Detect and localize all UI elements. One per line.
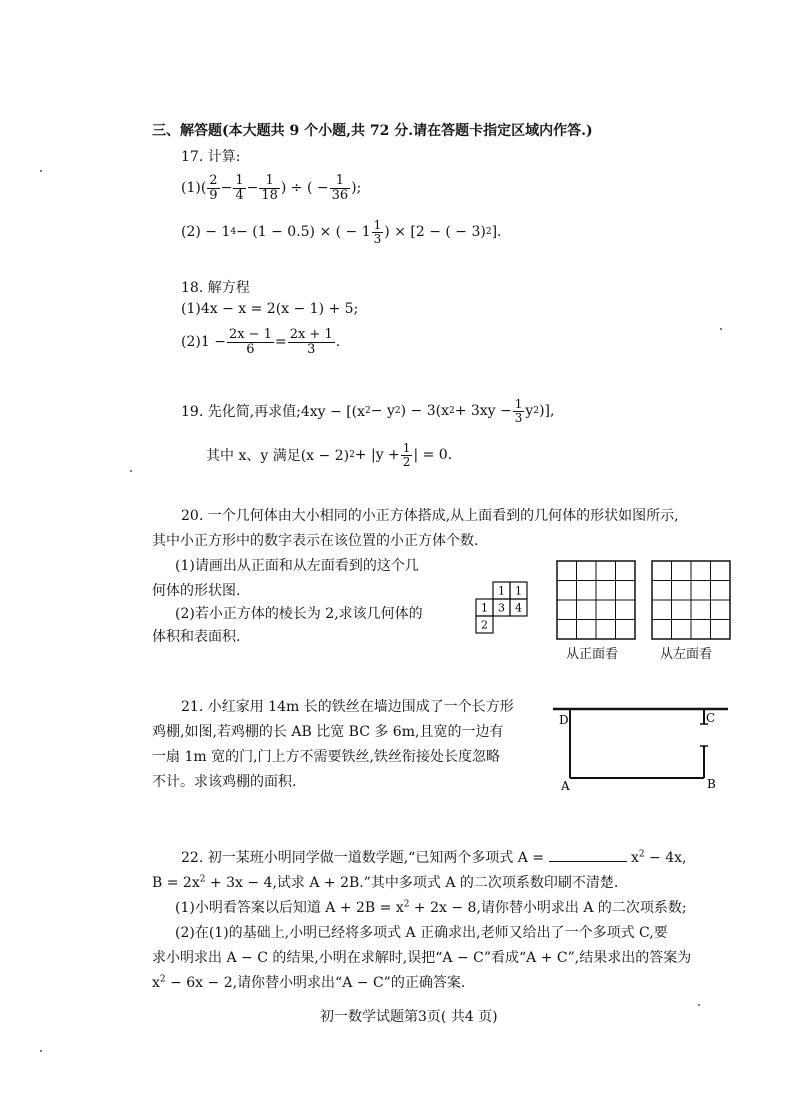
fraction: $\frac{1}{4}$	[235, 172, 244, 203]
q21-line1: 21. 小红家用 14m 长的铁丝在墙边围成了一个长方形	[181, 699, 514, 715]
operator: −	[246, 180, 259, 196]
scan-speck	[130, 470, 132, 472]
text: B = 2x	[152, 875, 200, 891]
exponent: 2	[403, 899, 410, 910]
expr-text: | = 0.	[413, 447, 453, 463]
front-view-caption: 从正面看	[566, 647, 619, 662]
q17-title: 17. 计算:	[181, 149, 241, 165]
operator: );	[351, 180, 362, 196]
q17-p1-label: (1)(	[181, 180, 207, 196]
label-a: A	[561, 779, 570, 793]
q18-part2	[181, 322, 340, 362]
exponent: 2	[448, 406, 455, 416]
fraction: $\frac{1}{3}$	[514, 396, 523, 425]
top-view-count: 1	[481, 601, 488, 615]
q20-part2-b: 体积和表面积.	[152, 629, 241, 645]
exponent: 2	[199, 874, 206, 885]
text: x	[152, 975, 160, 991]
q17-part2	[181, 214, 502, 250]
expr-text: 19. 先化简,再求值;4xy − [(x	[181, 404, 366, 420]
q20-line1: 20. 一个几何体由大小相同的小正方体搭成,从上面看到的几何体的形状如图所示,	[181, 508, 679, 524]
q22-line1	[181, 847, 687, 867]
expr-text: ].	[491, 224, 502, 240]
q18-title: 18. 解方程	[181, 280, 250, 296]
q22-line5: 求小明求出 A − C 的结果,小明在求解时,误把“A − C”看成“A + C”,结果求出的答案为	[152, 950, 692, 966]
text: + 3x − 4,试求 A + 2B.”其中多项式 A 的二次项系数印刷不清楚.	[205, 875, 619, 891]
text: (1)小明看答案以后知道 A + 2B = x	[175, 900, 404, 916]
fraction: $\frac{1}{18}$	[261, 172, 278, 203]
fraction: $\frac{2x - 1}{6}$	[228, 326, 272, 357]
top-view-count: 3	[498, 601, 505, 615]
text: x	[626, 850, 639, 866]
label-d: D	[559, 713, 569, 727]
label-b: B	[707, 777, 716, 791]
exponent: 2	[485, 227, 492, 237]
operator: −	[220, 180, 233, 196]
exponent: 2	[394, 406, 401, 416]
fraction: $\frac{1}{36}$	[331, 172, 349, 203]
front-view-grid	[556, 560, 636, 640]
left-view-grid	[651, 560, 731, 640]
text: − 6x − 2,请你替小明求出“A − C”的正确答案.	[165, 975, 466, 991]
expr-text: ) × [2 − ( − 3)	[384, 224, 486, 240]
exponent: 2	[349, 450, 355, 460]
top-view-count: 2	[481, 618, 488, 632]
q20-part1-a: (1)请画出从正面和从左面看到的这个几	[175, 558, 419, 574]
expr-text: + |y +	[354, 447, 400, 463]
fraction: $\frac{2x + 1}{3}$	[289, 326, 333, 357]
operator: ) ÷ ( −	[280, 180, 329, 196]
q22-line4: (2)在(1)的基础上,小明已经将多项式 A 正确求出,老师又给出了一个多项式 C,要	[175, 925, 668, 941]
expr-text: − (1 − 0.5) × ( − 1	[236, 224, 371, 240]
blank-line	[549, 849, 627, 862]
q19-condition	[206, 436, 452, 474]
q17-part1	[181, 168, 361, 208]
fraction: $\frac{1}{3}$	[373, 217, 382, 246]
scan-speck	[698, 1004, 700, 1006]
q22-line2	[152, 872, 618, 892]
top-view-figure	[474, 580, 538, 634]
exponent: 2	[533, 406, 540, 416]
top-view-count: 1	[515, 584, 522, 598]
expr-text: ) − 3(x	[400, 403, 449, 419]
exponent: 4	[230, 227, 237, 237]
page-footer: 初一数学试题第3页( 共4 页)	[320, 1009, 498, 1025]
scan-speck	[720, 328, 722, 330]
top-view-count: 4	[515, 601, 522, 615]
exponent: 2	[159, 974, 166, 985]
section-header: 三、解答题(本大题共 9 个小题,共 72 分.请在答题卡指定区域内作答.)	[152, 123, 593, 139]
expr-text: (2)1 −	[181, 334, 226, 350]
text: + 2x − 8,请你替小明求出 A 的二次项系数;	[409, 900, 687, 916]
expr-text: )],	[539, 403, 555, 419]
expr-text: y	[525, 403, 534, 419]
q21-line2: 鸡棚,如图,若鸡棚的长 AB 比宽 BC 多 6m,且宽的一边有	[152, 724, 504, 740]
grid-lines	[557, 561, 635, 639]
top-view-cells	[476, 582, 527, 633]
expr-text: + 3xy −	[454, 403, 512, 419]
fraction: $\frac{1}{2}$	[402, 440, 411, 469]
q20-part2-a: (2)若小正方体的棱长为 2,求该几何体的	[175, 606, 423, 622]
text: − 4x,	[644, 850, 687, 866]
coop-diagram	[550, 700, 740, 796]
q18-part1: (1)4x − x = 2(x − 1) + 5;	[181, 301, 359, 317]
scan-speck	[40, 1050, 42, 1052]
expr-text: − y	[370, 403, 395, 419]
expr-text: (2) − 1	[181, 224, 231, 240]
operator: =	[274, 334, 287, 350]
text: 22. 初一某班小明同学做一道数学题,“已知两个多项式 A =	[181, 850, 549, 866]
top-view-count: 1	[498, 584, 505, 598]
exponent: 2	[365, 406, 371, 416]
grid-lines	[652, 561, 730, 639]
expr-text: 其中 x、y 满足(x − 2)	[206, 448, 350, 464]
exponent: 2	[638, 849, 645, 860]
q19-expression	[181, 392, 554, 430]
q21-line3: 一扇 1m 宽的门,门上方不需要铁丝,铁丝衔接处长度忽略	[152, 749, 500, 765]
q22-line3	[175, 897, 687, 917]
fraction: $\frac{2}{9}$	[209, 172, 218, 203]
label-c: C	[706, 711, 716, 725]
q22-line6	[152, 972, 465, 992]
q20-part1-b: 何体的形状图.	[152, 583, 241, 599]
q21-line4: 不计。求该鸡棚的面积.	[152, 774, 297, 790]
q20-line2: 其中小正方形中的数字表示在该位置的小正方体个数.	[152, 533, 479, 549]
scan-speck	[40, 170, 42, 172]
left-view-caption: 从左面看	[660, 647, 713, 662]
operator: .	[335, 334, 341, 350]
